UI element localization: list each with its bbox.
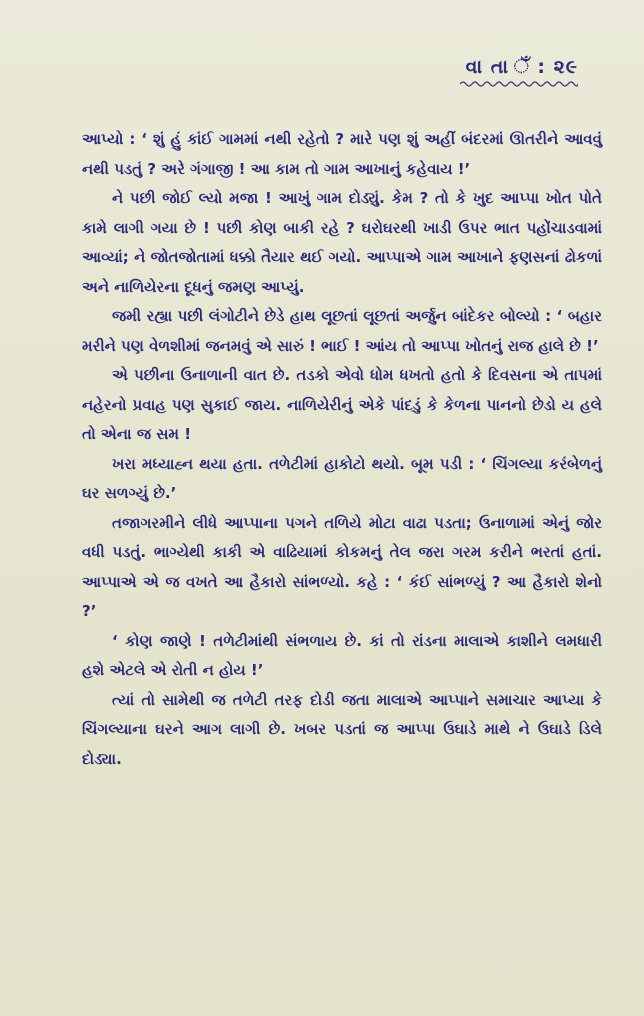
paragraph-3: જમી રહ્યા પછી લંગોટીને છેડે હાથ લૂછતાં લૂછતાં અર્જુન બાંદેકર બોલ્યો : ‘ બહાર મરીને પણ વેળશીમાં જનમવું એ સારું ! ભાઈ ! આંય તો આપ્પા ખોતનું રાજ હાલે છે !’ <box>82 307 602 355</box>
page-header <box>460 56 578 88</box>
paragraph-5: ખરા મધ્યાહ્ન થયા હતા. તળેટીમાં હાકોટો થયો. બૂમ પડી : ‘ ચિંગલ્યા કરંબેળનું ઘર સળગ્યું છે.’ <box>82 454 602 502</box>
running-header: વા તા ઁ : ૨૯ <box>465 56 578 78</box>
paragraph-7: ‘ કોણ જાણે ! તળેટીમાંથી સંભળાય છે. કાં તો રાંડના માલાએ કાશીને લમધારી હશે એટલે એ રોતી ન હોય !’ <box>82 631 602 679</box>
wavy-underline-ornament <box>460 80 578 88</box>
paragraph-4: એ પછીના ઉનાળાની વાત છે. તડકો એવો ધોમ ધખતો હતો કે દિવસના એ તાપમાં નહેરનો પ્રવાહ પણ સુકાઈ જાય. નાળિયેરીનું એકે પાંદડું કે કેળના પાનનો છેડો ય હલે તો એના જ સમ ! <box>82 366 602 443</box>
paragraph-6: તજાગરમીને લીધે આપ્પાના પગને તળિયે મોટા વાઢા પડતા; ઉનાળામાં એનું જોર વધી પડતું. ભાગ્યેથી કાકી એ વાઢિયામાં કોકમનું તેલ જરા ગરમ કરીને ભરતાં હતાં. આપ્પાએ એ જ વખતે આ હૈકારો સાંભળ્યો. કહે : ‘ કંઈ સાંભળ્યું ? આ હૈકારો શેનો ?’ <box>82 513 602 620</box>
paragraph-1: આપ્યો : ‘ શું હું કાંઈ ગામમાં નથી રહેતો ? મારે પણ શું અહીં બંદરમાં ઊતરીને આવવું નથી પડતું ? અરે ગંગાજી ! આ કામ તો ગામ આખાનું કહેવાય !’ <box>82 130 602 178</box>
paragraph-8: ત્યાં તો સામેથી જ તળેટી તરફ દોડી જતા માલાએ આપ્પાને સમાચાર આપ્યા કે ચિંગલ્યાના ઘરને આગ લાગી છે. ખબર પડતાં જ આપ્પા ઉઘાડે માથે ને ઉઘાડે ડિલે દોડ્યા. <box>82 690 602 768</box>
paragraph-2: ને પછી જોઈ લ્યો મજા ! આખું ગામ દોડ્યું. કેમ ? તો કે ખુદ આપ્પા ખોત પોતે કામે લાગી ગયા છે ! પછી કોણ બાકી રહે ? ઘરોઘરથી ખાડી ઉપર ભાત પહોંચાડવામાં આવ્યાં; ને જોતજોતામાં ધક્કો તૈયાર થઈ ગયો. આપ્પાએ ગામ આખાને ફણસનાં ઢોકળાં અને નાળિયેરના દૂધનું જમણ આપ્યું. <box>82 189 602 296</box>
page-body <box>82 125 602 774</box>
